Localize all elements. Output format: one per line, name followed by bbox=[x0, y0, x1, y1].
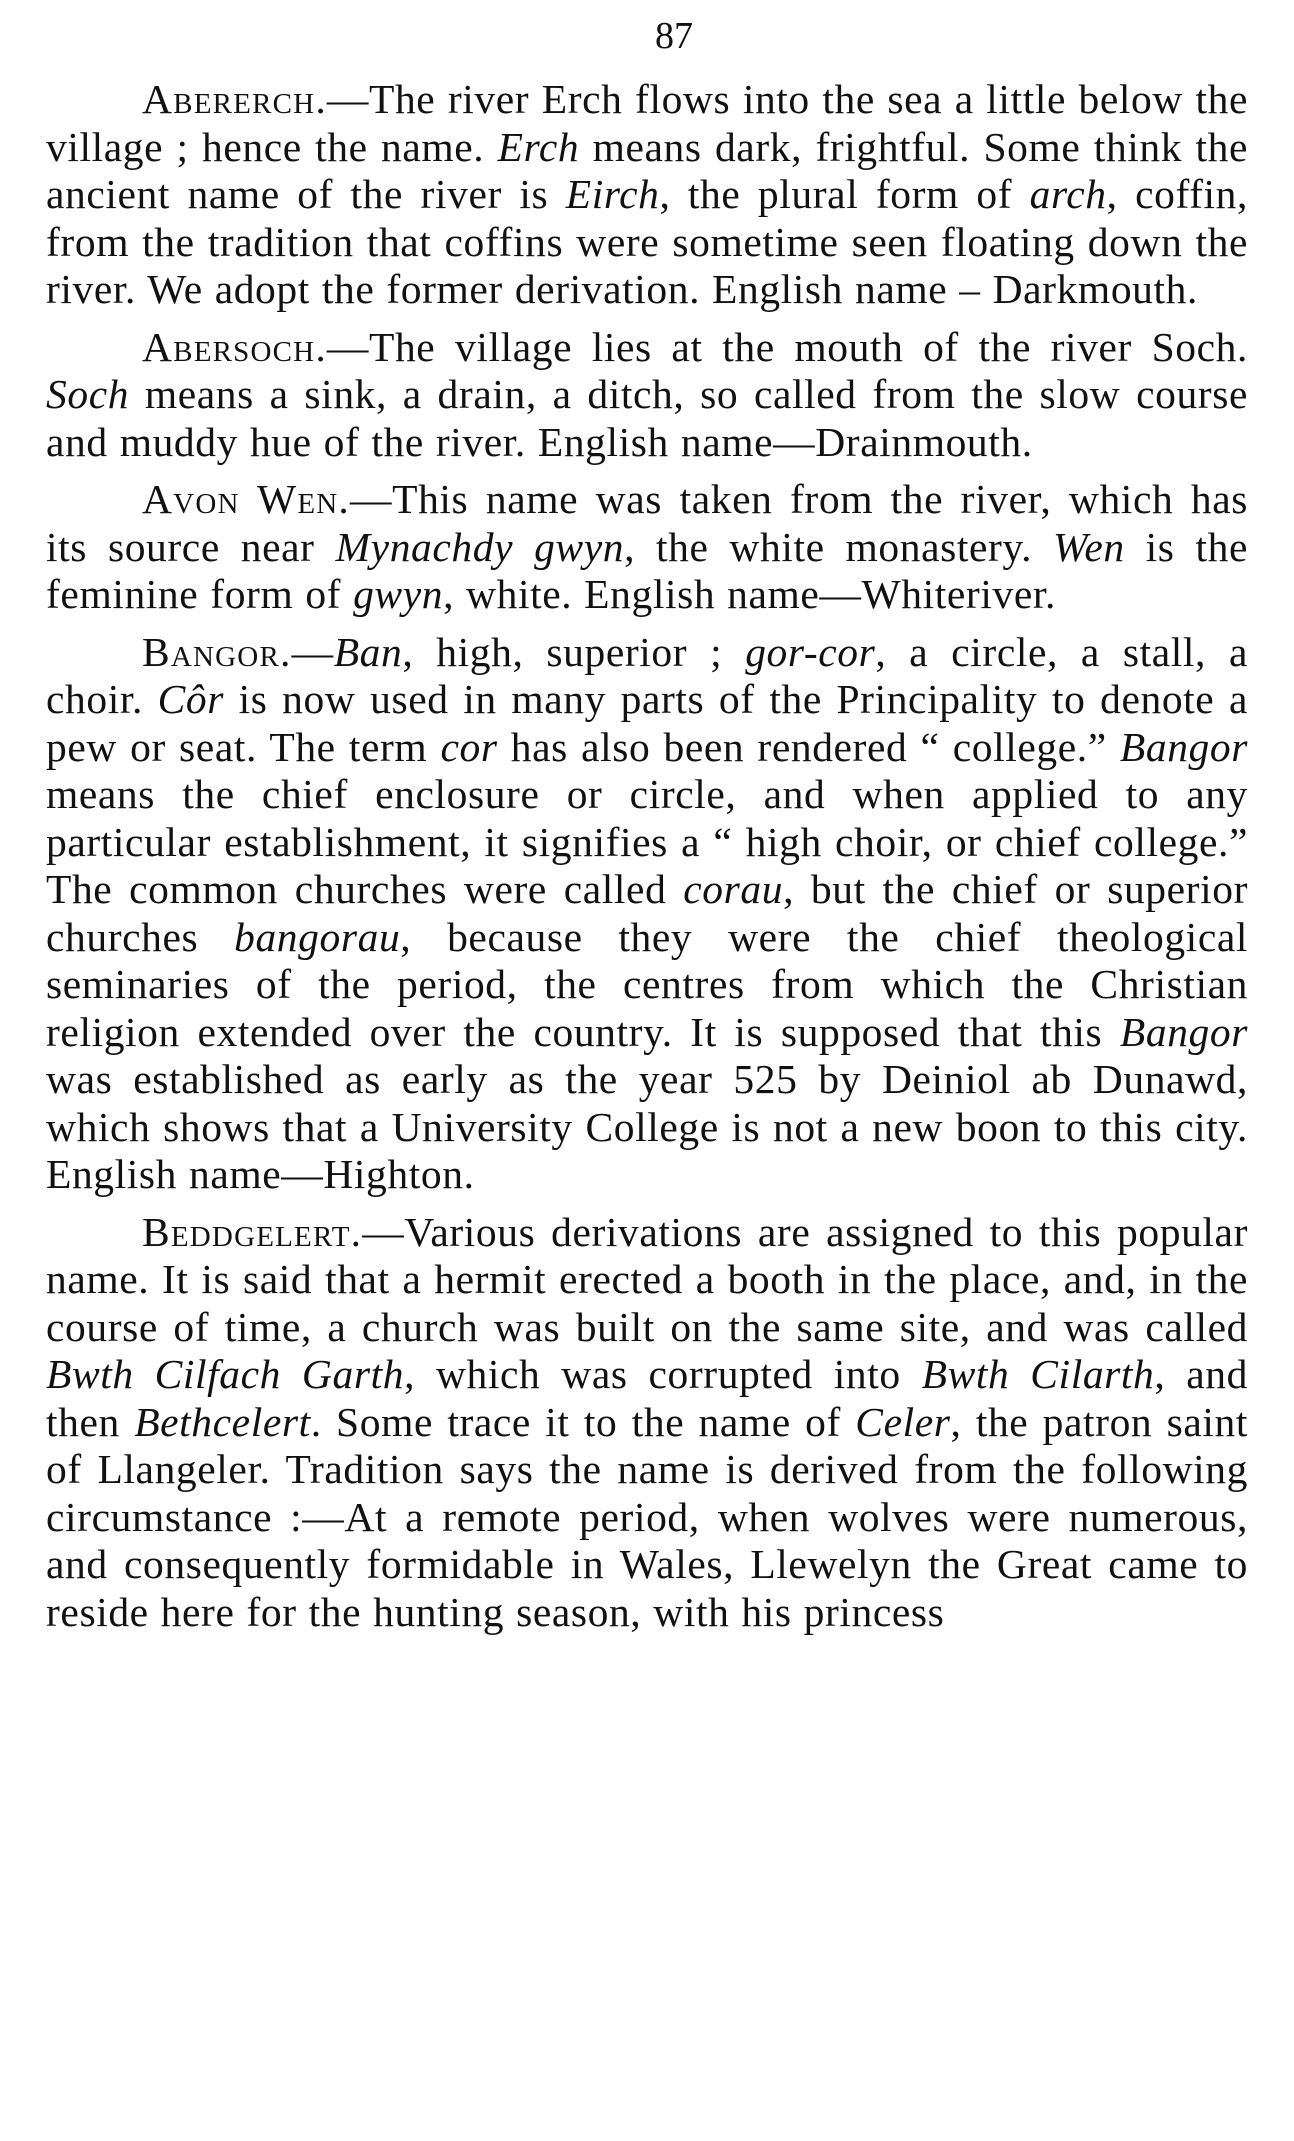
page-number: 87 bbox=[655, 15, 693, 57]
entry-text: is the feminine form of bbox=[46, 523, 1248, 617]
italic-term: Bwth Cilfach Garth bbox=[46, 1351, 405, 1397]
entry-text: means a sink, a drain, a ditch, so called from the slow course and muddy hue of the river. English name—Drainmouth. bbox=[46, 371, 1248, 465]
italic-term: Erch bbox=[497, 123, 580, 170]
entry-headword: Abersoch. bbox=[142, 323, 327, 370]
entry-text: . Some trace it to the name of bbox=[310, 1398, 856, 1445]
entry-text: —This name was taken from the river, which has its source near bbox=[46, 476, 1248, 570]
italic-term: Celer bbox=[855, 1398, 951, 1445]
italic-term: bangorau bbox=[234, 913, 401, 960]
italic-term: arch bbox=[1029, 171, 1107, 217]
italic-term: Wen bbox=[1053, 523, 1125, 570]
italic-term: Bangor bbox=[1119, 1008, 1248, 1055]
entry-text: , high, superior ; bbox=[402, 628, 746, 675]
entry-text: , but the chief or superior churches bbox=[46, 866, 1248, 960]
entry-text: —The village lies at the mouth of the river Soch. bbox=[326, 323, 1248, 370]
italic-term: Bethcelert bbox=[134, 1398, 311, 1445]
entry-text: , coffin, from the tradition that coffins were sometime seen floating down the river. We adopt the former derivation. English name – Darkmouth. bbox=[46, 171, 1248, 312]
entry-text: , and then bbox=[46, 1351, 1249, 1445]
italic-term: Soch bbox=[46, 371, 130, 417]
entry-paragraph bbox=[46, 76, 1248, 314]
entry-text: , because they were the chief theological seminaries of the period, the centres from which the Christian religion extended over the country. It is supposed that this bbox=[46, 913, 1248, 1055]
entry-headword: Bangor. bbox=[142, 628, 292, 675]
entry-headword: Beddgelert. bbox=[142, 1208, 363, 1255]
entry-text: has also been rendered “ college.” bbox=[497, 723, 1120, 770]
entry-text: means the chief enclosure or circle, and when applied to any particular establishment, it signifies a “ high choir, or chief college.” The common churches were called bbox=[46, 771, 1248, 912]
italic-term: gwyn bbox=[353, 571, 444, 617]
entry-text: — bbox=[291, 628, 334, 675]
italic-term: gor-cor bbox=[745, 628, 876, 675]
italic-term: corau bbox=[683, 866, 784, 912]
entry-text: , white. English name—Whiteriver. bbox=[443, 571, 1056, 617]
italic-term: Bangor bbox=[1119, 723, 1249, 770]
book-page bbox=[46, 0, 1248, 1646]
entry-text: , the white monastery. bbox=[624, 523, 1054, 570]
entry-text: , the patron saint of Llangeler. Tradition says the name is derived from the following circumstance :—At a remote period, when wolves were numerous, and consequently formidable in Wales, Llewelyn the Great came to reside here for the hunting season, with his princess bbox=[46, 1398, 1249, 1635]
entry-text: , which was corrupted into bbox=[404, 1351, 922, 1397]
entry-paragraph bbox=[46, 629, 1248, 1199]
italic-term: Bwth Cilarth bbox=[921, 1351, 1155, 1397]
italic-term: Côr bbox=[157, 676, 224, 722]
italic-term: Eirch bbox=[565, 171, 660, 217]
entry-text: , the plural form of bbox=[659, 171, 1030, 217]
italic-term: cor bbox=[440, 723, 498, 770]
entry-text: —Various derivations are assigned to this popular name. It is said that a hermit erected a booth in the place, and, in the course of time, a church was built on the same site, and was called bbox=[46, 1208, 1248, 1350]
entry-paragraph bbox=[46, 1209, 1248, 1637]
entry-text: means dark, frightful. Some think the ancient name of the river is bbox=[46, 123, 1248, 217]
italic-term: Ban bbox=[333, 628, 403, 675]
entries-list bbox=[46, 76, 1248, 1636]
entry-text: is now used in many parts of the Principality to denote a pew or seat. The term bbox=[46, 676, 1248, 770]
italic-term: Mynachdy gwyn bbox=[335, 523, 625, 570]
entry-paragraph bbox=[46, 476, 1248, 619]
entry-text: —The river Erch flows into the sea a little below the village ; hence the name. bbox=[46, 76, 1248, 170]
entry-paragraph bbox=[46, 324, 1248, 467]
entry-text: , a circle, a stall, a choir. bbox=[46, 628, 1249, 722]
entry-text: was established as early as the year 525 by Deiniol ab Dunawd, which shows that a University College is not a new boon to this city. English name—Highton. bbox=[46, 1056, 1248, 1197]
entry-headword: Avon Wen. bbox=[142, 476, 351, 522]
entry-headword: Abererch. bbox=[142, 76, 327, 122]
